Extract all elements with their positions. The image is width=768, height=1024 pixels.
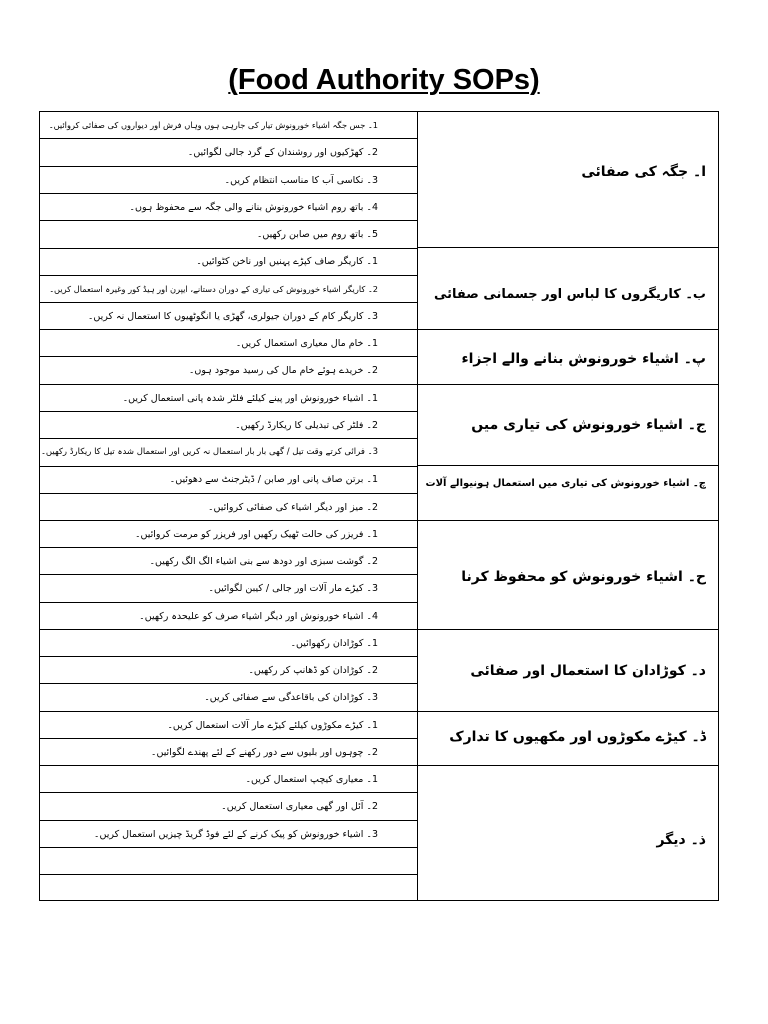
section-heading-cell bbox=[418, 385, 718, 467]
sop-item: 3۔ فرائی کرتے وقت تیل / گھی بار بار استعمال نہ کریں اور استعمال شدہ تیل کا ریکارڈ رکھیں۔ bbox=[40, 447, 378, 457]
sop-item: 2۔ کھڑکیوں اور روشندان کے گرد جالی لگوائیں۔ bbox=[40, 139, 418, 166]
sop-item: 1۔ اشیاء خورونوش اور پینے کیلئے فلٹر شدہ پانی استعمال کریں۔ bbox=[40, 385, 418, 412]
sop-item: 1۔ جس جگہ اشیاء خورونوش تیار کی جارہی ہوں وہاں فرش اور دیواروں کی صفائی کروائیں۔ bbox=[40, 112, 418, 139]
sop-item: 2۔ چوہوں اور بلیوں سے دور رکھنے کے لئے پھندے لگوائیں۔ bbox=[150, 746, 378, 758]
sop-table bbox=[39, 111, 719, 901]
sop-item bbox=[40, 848, 418, 875]
section-heading-cell bbox=[418, 630, 718, 712]
section-heading-cell bbox=[418, 330, 718, 385]
sop-item: 2۔ کوڑادان کو ڈھانپ کر رکھیں۔ bbox=[40, 657, 418, 684]
section-heading-cell bbox=[418, 712, 718, 767]
sop-item: 2۔ گوشت سبزی اور دودھ سے بنی اشیاء الگ الگ رکھیں۔ bbox=[40, 548, 418, 575]
sop-item: 2۔ کاریگر اشیاء خورونوش کی تیاری کے دوران دستانے، ایپرن اور ہیڈ کور وغیرہ استعمال کریں۔ bbox=[40, 276, 418, 303]
sop-item: 3۔ اشیاء خورونوش کو پیک کرنے کے لئے فوڈ گریڈ چیزیں استعمال کریں۔ bbox=[40, 821, 418, 848]
sop-item: 3۔ نکاسی آب کا مناسب انتظام کریں۔ bbox=[40, 167, 418, 194]
sop-item: 3۔ کیڑے مار آلات اور جالی / کیبن لگوائیں۔ bbox=[40, 575, 418, 602]
sop-item: 1۔ برتن صاف پانی اور صابن / ڈیٹرجنٹ سے دھوئیں۔ bbox=[40, 466, 418, 493]
sop-item: 1۔ خام مال معیاری استعمال کریں۔ bbox=[40, 330, 418, 357]
section-heading: چ۔ اشیاء خورونوش کی تیاری میں استعمال ہونیوالے آلات bbox=[425, 477, 706, 489]
section-heading: ا۔ جگہ کی صفائی bbox=[581, 164, 706, 181]
section-heading-cell bbox=[418, 521, 718, 630]
page-title: (Food Authority SOPs) bbox=[228, 64, 540, 96]
sop-item: 1۔ کوڑادان رکھوائیں۔ bbox=[40, 630, 418, 657]
section-heading: ح۔ اشیاء خورونوش کو محفوظ کرنا bbox=[461, 569, 706, 586]
sop-item: 2۔ فلٹر کی تبدیلی کا ریکارڈ رکھیں۔ bbox=[40, 412, 418, 439]
sop-item: 2۔ آئل اور گھی معیاری استعمال کریں۔ bbox=[40, 793, 418, 820]
sop-item: 2۔ میز اور دیگر اشیاء کی صفائی کروائیں۔ bbox=[207, 501, 378, 513]
sop-item: 1۔ کاریگر صاف کپڑے پہنیں اور ناخن کٹوائیں۔ bbox=[40, 248, 418, 275]
section-heading: د۔ کوڑادان کا استعمال اور صفائی bbox=[470, 662, 706, 679]
section-heading-cell bbox=[418, 466, 718, 521]
sop-item: 4۔ اشیاء خورونوش اور دیگر اشیاء صرف کو علیحدہ رکھیں۔ bbox=[139, 610, 378, 622]
sop-item: 5۔ باتھ روم میں صابن رکھیں۔ bbox=[256, 229, 378, 240]
section-heading: پ۔ اشیاء خورونوش بنانے والے اجزاء bbox=[461, 351, 706, 368]
section-heading-cell bbox=[418, 766, 718, 902]
sop-item: 3۔ کوڑادان کی باقاعدگی سے صفائی کریں۔ bbox=[204, 692, 378, 704]
section-heading-cell bbox=[418, 112, 718, 248]
sop-item: 3۔ کاریگر کام کے دوران جیولری، گھڑی یا انگوٹھیوں کا استعمال نہ کریں۔ bbox=[87, 310, 378, 322]
sop-item: 1۔ فریزر کی حالت ٹھیک رکھیں اور فریزر کو مرمت کروائیں۔ bbox=[40, 521, 418, 548]
section-heading: ذ۔ دیگر bbox=[656, 832, 706, 849]
sop-item: 2۔ خریدے ہوئے خام مال کی رسید موجود ہوں۔ bbox=[188, 365, 378, 377]
section-heading: ڈ۔ کیڑے مکوڑوں اور مکھیوں کا تدارک bbox=[449, 728, 706, 745]
sop-item: 1۔ معیاری کیچپ استعمال کریں۔ bbox=[40, 766, 418, 793]
section-heading: ب۔ کاریگروں کا لباس اور جسمانی صفائی bbox=[434, 287, 706, 303]
section-heading-cell bbox=[418, 248, 718, 330]
sop-item: 1۔ کیڑے مکوڑوں کیلئے کیڑے مار آلات استعمال کریں۔ bbox=[40, 712, 418, 739]
sop-item bbox=[40, 875, 418, 902]
sop-item: 4۔ باتھ روم اشیاء خورونوش بنانے والی جگہ سے محفوظ ہوں۔ bbox=[40, 194, 418, 221]
items-column bbox=[40, 112, 418, 900]
section-heading: ج۔ اشیاء خورونوش کی تیاری میں bbox=[471, 417, 706, 434]
